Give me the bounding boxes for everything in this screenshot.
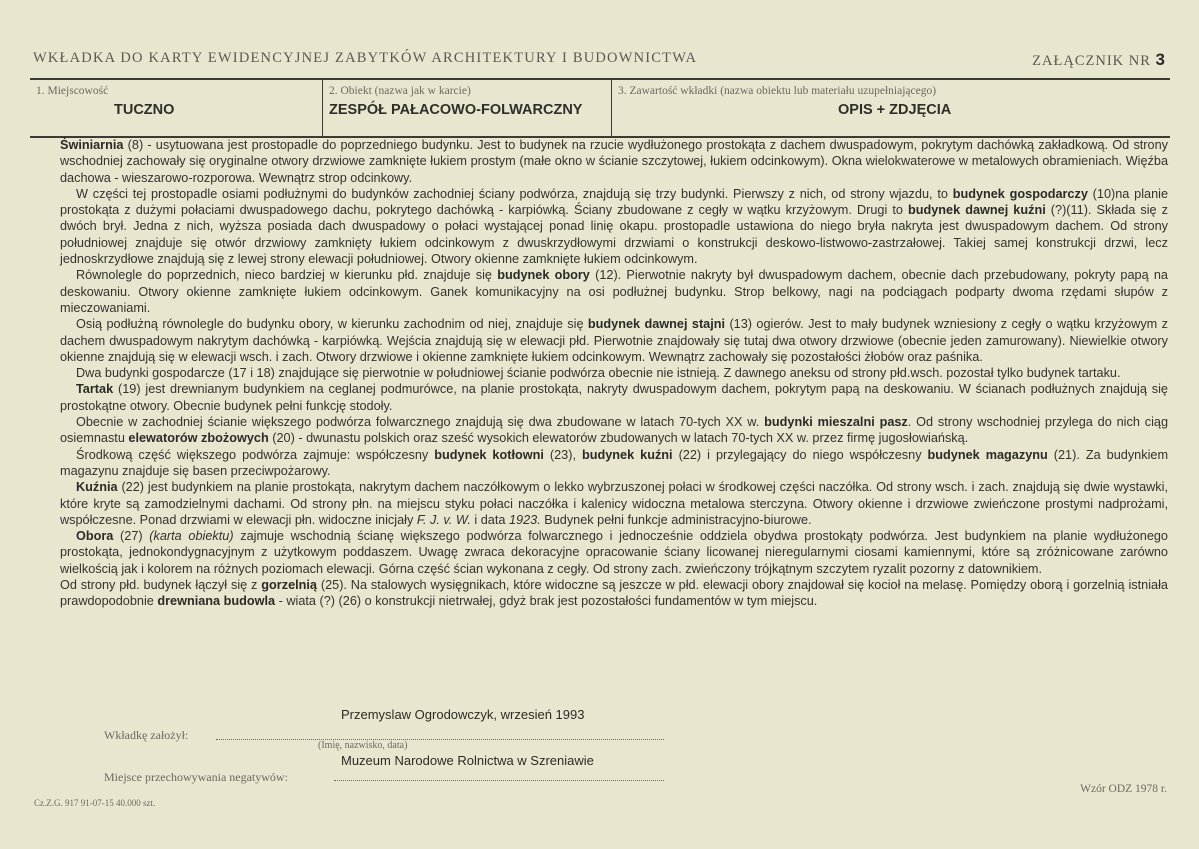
paragraph-text: Obecnie w zachodniej ścianie większego podwórza folwarcznego znajdują się dwa zbudowane w latach 70-tych XX w.: [76, 415, 765, 430]
created-by-label: Wkładkę założył:: [104, 728, 189, 742]
bold-term: Kuźnia: [76, 480, 118, 495]
paragraph-text: (23),: [543, 447, 582, 462]
paragraph-text: Środkową część większego podwórza zajmuje: współczesny: [76, 447, 435, 462]
paragraph-text: Budynek pełni funkcje administracyjno-biurowe.: [540, 512, 812, 527]
paragraph-text: (?)(11). Składa się z dwóch brył. Jedna z nich, wyższa posiada dach dwuspadowy o połaci wystającej ponad linię okapu. prostopadle ustawiona do niego bryła nakryta jest dwuspadowym dachem. Od strony południowej znajduje się otwór drzwiowy zamknięty łukiem odcinkowym z dwuskrzydłowymi drzwiami o konstrukcji deskowo-listwowo-zastrzałowej. Takiej samej konstrukcji drzwi, lecz jednoskrzydłowe znajdują się z lewej strony elewacji południowej. Otwory okienne zamknięte łukiem odcinkowym.: [60, 203, 1169, 267]
paragraph-text: (22) jest budynkiem na planie prostokąta, nakrytym dachem naczółkowym o lekko wybrzuszonej połaci w środkowej części naczółka. Od strony wsch. i zach. znajdują się dwie wystawki, które kryte są zamodzielnymi dachami. Od strony płn. na miejscu styku połaci naczółka i kalenicy widoczna metalowa sterczyna. Otwory okienne i drzwiowe zwieńczone prostymi nadprożami, współczesne. Ponad drzwiami w elewacji płn. widoczne inicjały: [60, 480, 1168, 527]
bold-term: budynek kotłowni: [434, 447, 544, 462]
paragraph-text: (19) jest drewnianym budynkiem na ceglanej podmurówce, na planie prostokąta, nakryty dwuspadowym dachem, pokrytym papą na deskowaniu. W ścianach podłużnych znajdują się prostokątne otwory. Obecnie budynek pełni funkcję stodoły.: [60, 382, 1168, 413]
created-by-hint: (Imię, nazwisko, data): [318, 740, 408, 751]
paragraph-text: (20) - dwunastu polskich oraz sześć wysokich elewatorów zbudowanych w latach 70-tych XX w. przez firmę jugosłowiańską.: [268, 431, 969, 446]
paragraph-west-buildings: [60, 186, 1168, 267]
bold-term: elewatorów zbożowych: [128, 431, 269, 446]
field-locality-label: 1. Miejscowość: [36, 85, 109, 97]
template-code: Wzór ODZ 1978 r.: [1080, 783, 1167, 795]
header-fields: [30, 80, 1170, 138]
paragraph-text: (10)na planie prostokąta z dużymi połaciami dwuspadowego dachu, pokrytego dachówką - karpiówką. Ściany zbudowane z cegły w wątku krzyżowym. Drugi to: [60, 186, 1169, 218]
museum-name: Muzeum Narodowe Rolnictwa w Szreniawie: [341, 753, 594, 768]
paragraph-gospodarcze: [60, 365, 1168, 381]
negatives-location-label: Miejsce przechowywania negatywów:: [104, 770, 288, 784]
field-contents: [612, 80, 1170, 136]
paragraph-text: Od strony płd. budynek łączył się z: [60, 578, 262, 593]
italic-term: (karta obiektu): [149, 529, 234, 544]
paragraph-text: zajmuje wschodnią ścianę większego podwórza folwarcznego i jednocześnie oddziela obydwa prostokąty podwórza. Jest budynkiem na planie wydłużonego prostokąta, jednokondygnacyjnym z użytkowym poddaszem. Uwagę zwraca dekoracyjne opracowanie ściany licowanej nieregularnymi ciosami kamiennymi, które są zróżnicowane zarówno wielkością jak i kolorem na różnych poziomach elewacji. Górna część ścian wykonana z cegły. Od strony zach. zwieńczony trójkątnym szczytem ryzalit pozorny z datownikiem.: [60, 529, 1168, 576]
bold-term: budynek kuźni: [581, 447, 673, 462]
attachment-number-value: 3: [1155, 50, 1166, 69]
bold-term: budynek dawnej stajni: [587, 317, 726, 332]
form-title: WKŁADKA DO KARTY EWIDENCYJNEJ ZABYTKÓW ARCHITEKTURY I BUDOWNICTWA: [33, 50, 698, 66]
bold-term: budynek obory: [497, 268, 590, 283]
bold-term: Tartak: [76, 382, 114, 397]
field-locality: [30, 80, 323, 136]
paragraph-text: Dwa budynki gospodarcze (17 i 18) znajdujące się pierwotnie w południowej ścianie podwórza obecnie nie istnieją. Z dawnego aneksu od strony płd.wsch. pozostał tylko budynek tartaku.: [76, 366, 1121, 381]
author-signature: Przemyslaw Ogrodowczyk, wrzesień 1993: [341, 707, 585, 722]
bold-term: drewniana budowla: [157, 594, 276, 609]
bold-term: gorzelnią: [261, 578, 317, 593]
field-object: [323, 80, 612, 136]
italic-term: 1923.: [508, 512, 541, 527]
paragraph-obora: [60, 267, 1168, 316]
paragraph-gorzelnia: [60, 577, 1168, 610]
bold-term: budynek magazynu: [927, 447, 1048, 462]
field-object-label: 2. Obiekt (nazwa jak w karcie): [329, 85, 471, 97]
attachment-label: ZAŁĄCZNIK NR: [1032, 53, 1151, 69]
paragraph-swiniarnia: [60, 137, 1168, 186]
paragraph-text: Osią podłużną równolegle do budynku obory, w kierunku zachodnim od niej, znajduje się: [76, 317, 588, 332]
bold-term: budynek gospodarczy: [952, 186, 1088, 201]
paragraph-text: (27): [113, 529, 150, 544]
bold-term: Obora: [76, 529, 114, 544]
paragraph-text: i data: [470, 512, 509, 527]
paragraph-text: - wiata (?) (26) o konstrukcji nietrwałej, gdyż brak jest pozostałości fundamentów w tym miejscu.: [275, 594, 818, 609]
paragraph-text: Równolegle do poprzednich, nieco bardziej w kierunku płd. znajduje się: [76, 268, 498, 283]
description-text: [60, 137, 1168, 610]
paragraph-mieszalnia: [60, 414, 1168, 447]
bold-term: Świniarnia: [60, 138, 124, 152]
paragraph-text: W części tej prostopadle osiami podłużnymi do budynków zachodniej ściany podwórza, znajdują się trzy budynki. Pierwszy z nich, od strony wjazdu, to: [76, 186, 953, 201]
field-contents-value: OPIS + ZDJĘCIA: [838, 102, 952, 118]
bold-term: budynki mieszalni pasz: [764, 415, 908, 430]
paragraph-stajnia: [60, 316, 1168, 365]
paragraph-text: (12). Pierwotnie nakryty był dwuspadowym dachem, obecnie dach przebudowany, pokryty papą na deskowaniu. Otwory okienne zamknięte łukiem odcinkowym. Ganek komunikacyjny na osi podłużnej budynku. Strop belkowy, nagi na podciągach podparty dwoma rzędami słupów z mieczowaniami.: [60, 268, 1168, 315]
paragraph-text: (21). Za budynkiem magazynu znajduje się basen przeciwpożarowy.: [60, 447, 1169, 478]
bold-term: budynek dawnej kuźni: [908, 203, 1046, 218]
italic-term: F. J. v. W.: [416, 512, 471, 527]
paragraph-kuznia: [60, 479, 1168, 528]
created-by-line: [216, 739, 664, 740]
field-locality-value: TUCZNO: [114, 102, 175, 118]
field-contents-label: 3. Zawartość wkładki (nazwa obiektu lub materiału uzupełniającego): [618, 85, 937, 97]
field-object-value: ZESPÓŁ PAŁACOWO-FOLWARCZNY: [329, 102, 583, 118]
paragraph-tartak: [60, 381, 1168, 414]
paragraph-text: (13) ogierów. Jest to mały budynek wzniesiony z cegły o wątku krzyżowym z dachem dwuspadowym nakrytym dachówką - karpiówką. Wejścia znajdują się w elewacji płd. Pierwotnie znajdowały się tutaj dwa otwory drzwiowe (obecnie jeden zamurowany). Niewielkie otwory okienne znajdują się w elewacji wsch. i zach. Otwory drzwiowe i okienne zamknięte łukiem odcinkowym. Wewnątrz zachowały się pozostałości żłobów oraz paśnika.: [60, 317, 1168, 364]
negatives-location-line: [334, 780, 664, 781]
paragraph-srodkowa: [60, 447, 1168, 480]
attachment-number: [1032, 50, 1166, 70]
paragraph-text: . Od strony wschodniej przylega do nich ciąg osiemnastu: [60, 415, 1169, 446]
paragraph-text: (8) - usytuowana jest prostopadle do poprzedniego budynku. Jest to budynek na rzucie wydłużonego prostokąta z dachem dwuspadowym, pokrytym dachówką zakładkową. Od strony wschodniej zachowały się oryginalne otwory drzwiowe zamknięte łukiem prostym (małe okno w ścianie szczytowej, łukiem odcinkowym). Okna wielokwaterowe w metalowych obramieniach. Więźba dachowa - wieszarowo-rozporowa. Wewnątrz strop odcinkowy.: [60, 138, 1168, 185]
paragraph-obora-27: [60, 528, 1168, 577]
paragraph-text: (25). Na stalowych wysięgnikach, które widoczne są jeszcze w płd. elewacji obory znajdował się kocioł na melasę. Pomiędzy oborą i gorzelnią istniała prawdopodobnie: [60, 578, 1168, 609]
printer-code: Cz.Z.G. 917 91-07-15 40.000 szt.: [34, 798, 156, 808]
paragraph-text: (22) i przylegający do niego współczesny: [672, 447, 928, 462]
